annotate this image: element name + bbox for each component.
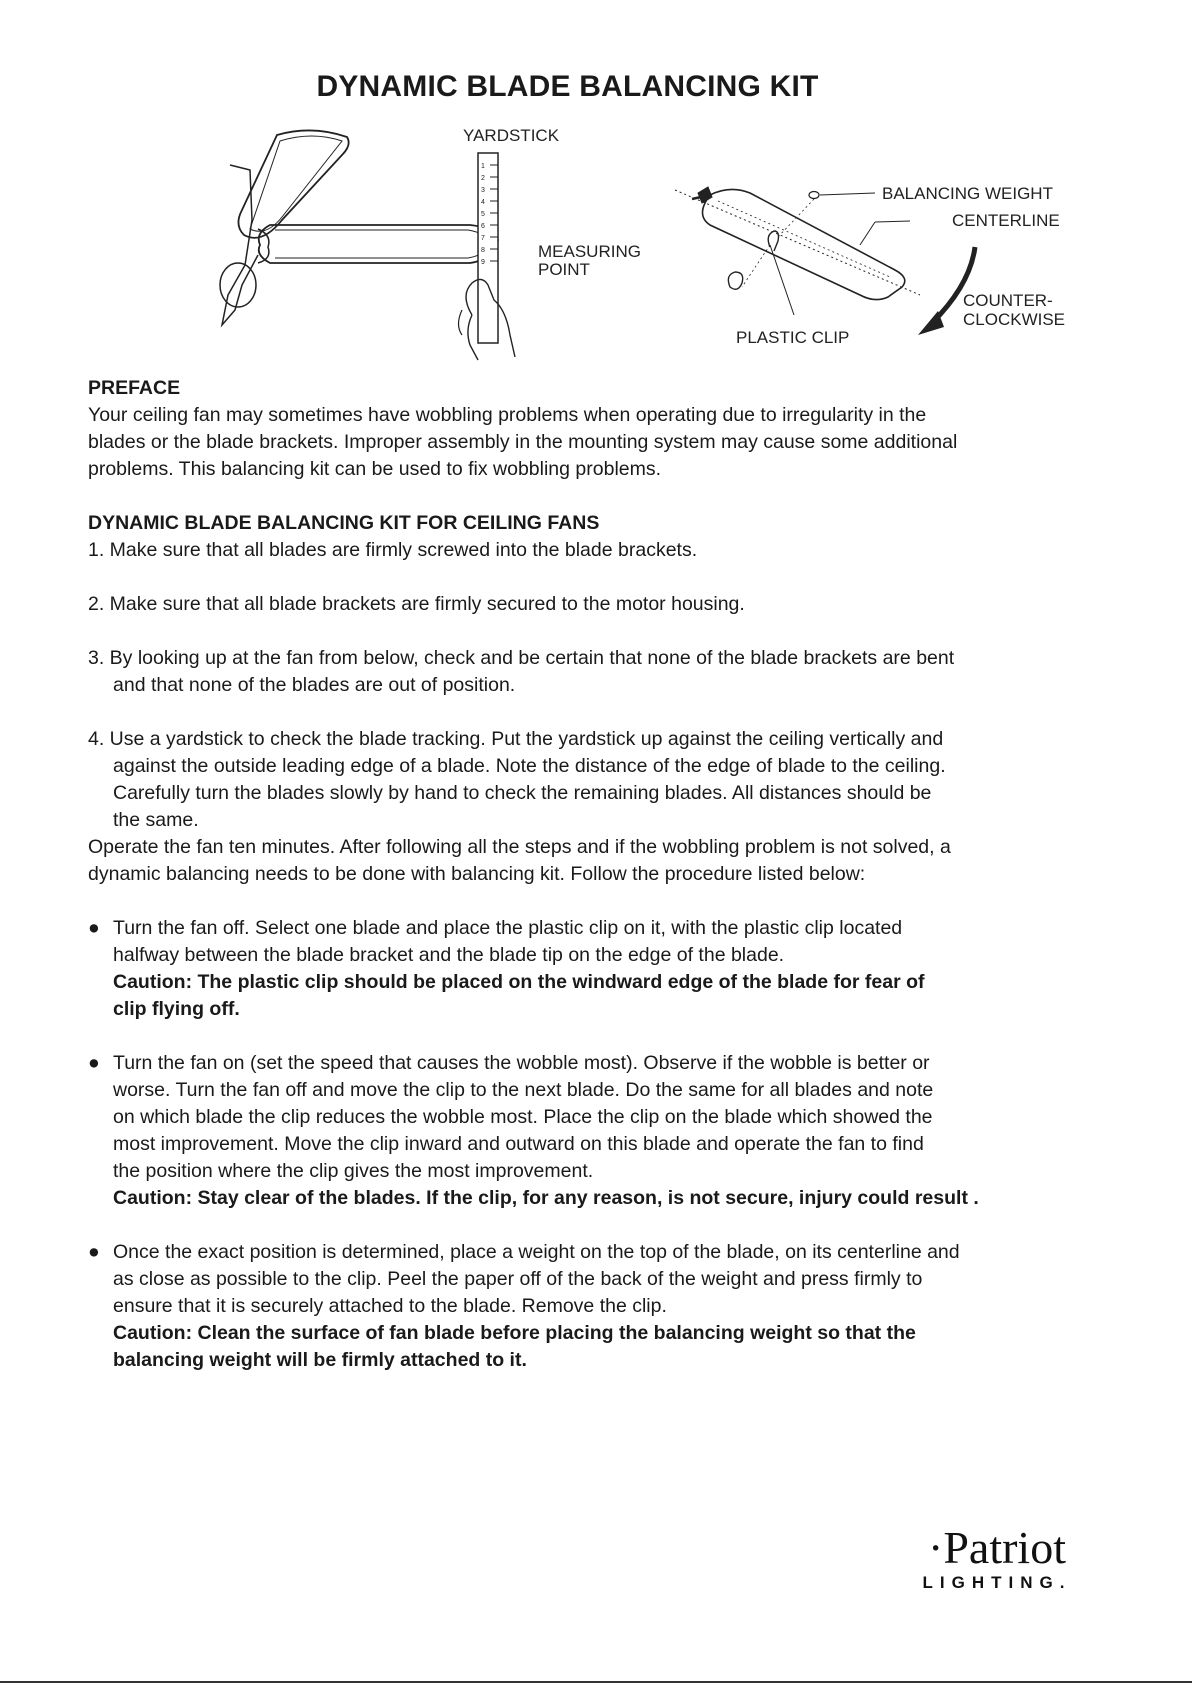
kit-heading: DYNAMIC BLADE BALANCING KIT FOR CEILING FANS bbox=[88, 512, 600, 534]
caution-text: Caution: The plastic clip should be placed on the windward edge of the blade for fear of bbox=[113, 971, 925, 993]
bullet-line: ensure that it is securely attached to the blade. Remove the clip. bbox=[113, 1295, 667, 1317]
step-3-cont: and that none of the blades are out of position. bbox=[113, 674, 516, 696]
ruler-mark: 7 bbox=[481, 235, 485, 242]
preface-heading: PREFACE bbox=[88, 377, 181, 399]
yardstick-label: YARDSTICK bbox=[463, 126, 560, 145]
centerline-label: CENTERLINE bbox=[952, 211, 1060, 230]
caution-text: clip flying off. bbox=[113, 998, 240, 1020]
measuring-label: MEASURING bbox=[538, 242, 641, 261]
ruler-mark: 1 bbox=[481, 163, 485, 170]
logo-subtitle: LIGHTING. bbox=[922, 1573, 1072, 1592]
bullet-line: halfway between the blade bracket and the blade tip on the edge of the blade. bbox=[113, 944, 785, 966]
measuring-point-label: POINT bbox=[538, 260, 590, 279]
bullet-line: Turn the fan off. Select one blade and place the plastic clip on it, with the plastic clip located bbox=[113, 917, 903, 939]
step-1: 1. Make sure that all blades are firmly screwed into the blade brackets. bbox=[88, 539, 698, 561]
bullet-line: most improvement. Move the clip inward and outward on this blade and operate the fan to find bbox=[113, 1133, 924, 1155]
caution-text: Caution: Stay clear of the blades. If the clip, for any reason, is not secure, injury could result . bbox=[113, 1187, 979, 1209]
bullet-item-test bbox=[88, 1050, 1128, 1212]
preface-line: problems. This balancing kit can be used to fix wobbling problems. bbox=[88, 458, 662, 480]
balancing-weight-label: BALANCING WEIGHT bbox=[882, 184, 1053, 203]
bullet-line: Turn the fan on (set the speed that causes the wobble most). Observe if the wobble is better or bbox=[113, 1052, 930, 1074]
ruler-mark: 2 bbox=[481, 175, 485, 182]
step-2: 2. Make sure that all blade brackets are firmly secured to the motor housing. bbox=[88, 593, 745, 615]
step-4-cont: against the outside leading edge of a blade. Note the distance of the edge of blade to the ceiling. bbox=[113, 755, 946, 777]
yardstick-diagram bbox=[210, 125, 660, 365]
ruler-mark: 8 bbox=[481, 247, 485, 254]
ruler-mark: 6 bbox=[481, 223, 485, 230]
preface-section bbox=[88, 375, 1128, 483]
balancing-weight-diagram bbox=[670, 175, 1090, 355]
step-4-cont: Carefully turn the blades slowly by hand to check the remaining blades. All distances should be bbox=[113, 782, 932, 804]
caution-text: Caution: Clean the surface of fan blade before placing the balancing weight so that the bbox=[113, 1322, 916, 1344]
step-4-cont: the same. bbox=[113, 809, 199, 831]
bullet-line: Once the exact position is determined, place a weight on the top of the blade, on its centerline and bbox=[113, 1241, 960, 1263]
ruler-mark: 5 bbox=[481, 211, 485, 218]
bullet-dot-icon: ● bbox=[88, 1052, 100, 1074]
bullet-item-clip bbox=[88, 915, 1128, 1023]
bullet-line: the position where the clip gives the most improvement. bbox=[113, 1160, 594, 1182]
logo-wordmark: ·Patriot bbox=[928, 1522, 1066, 1573]
patriot-lighting-logo bbox=[912, 1522, 1082, 1593]
bullet-dot-icon: ● bbox=[88, 917, 100, 939]
bullet-dot-icon: ● bbox=[88, 1241, 100, 1263]
operate-text: Operate the fan ten minutes. After following all the steps and if the wobbling problem is not solved, a bbox=[88, 836, 951, 858]
ruler-mark: 4 bbox=[481, 199, 485, 206]
clockwise-label: CLOCKWISE bbox=[963, 310, 1066, 329]
preface-line: Your ceiling fan may sometimes have wobbling problems when operating due to irregularity in the bbox=[88, 404, 927, 426]
ruler-mark: 3 bbox=[481, 187, 485, 194]
kit-section bbox=[88, 510, 1128, 1374]
bullet-line: worse. Turn the fan off and move the clip to the next blade. Do the same for all blades and note bbox=[113, 1079, 934, 1101]
step-3: 3. By looking up at the fan from below, check and be certain that none of the blade brackets are bent bbox=[88, 647, 955, 669]
step-4: 4. Use a yardstick to check the blade tracking. Put the yardstick up against the ceiling vertically and bbox=[88, 728, 944, 750]
caution-text: balancing weight will be firmly attached to it. bbox=[113, 1349, 527, 1371]
preface-line: blades or the blade brackets. Improper assembly in the mounting system may cause some additional bbox=[88, 431, 958, 453]
counter-label: COUNTER- bbox=[963, 291, 1053, 310]
bottom-rule bbox=[0, 1681, 1192, 1683]
page-title: DYNAMIC BLADE BALANCING KIT bbox=[316, 70, 819, 103]
bullet-line: as close as possible to the clip. Peel the paper off of the back of the weight and press firmly to bbox=[113, 1268, 923, 1290]
ruler-mark: 9 bbox=[481, 259, 485, 266]
bullet-line: on which blade the clip reduces the wobble most. Place the clip on the blade which showed the bbox=[113, 1106, 933, 1128]
plastic-clip-label: PLASTIC CLIP bbox=[736, 328, 850, 347]
operate-text: dynamic balancing needs to be done with balancing kit. Follow the procedure listed below: bbox=[88, 863, 866, 885]
bullet-item-weight bbox=[88, 1239, 1128, 1374]
